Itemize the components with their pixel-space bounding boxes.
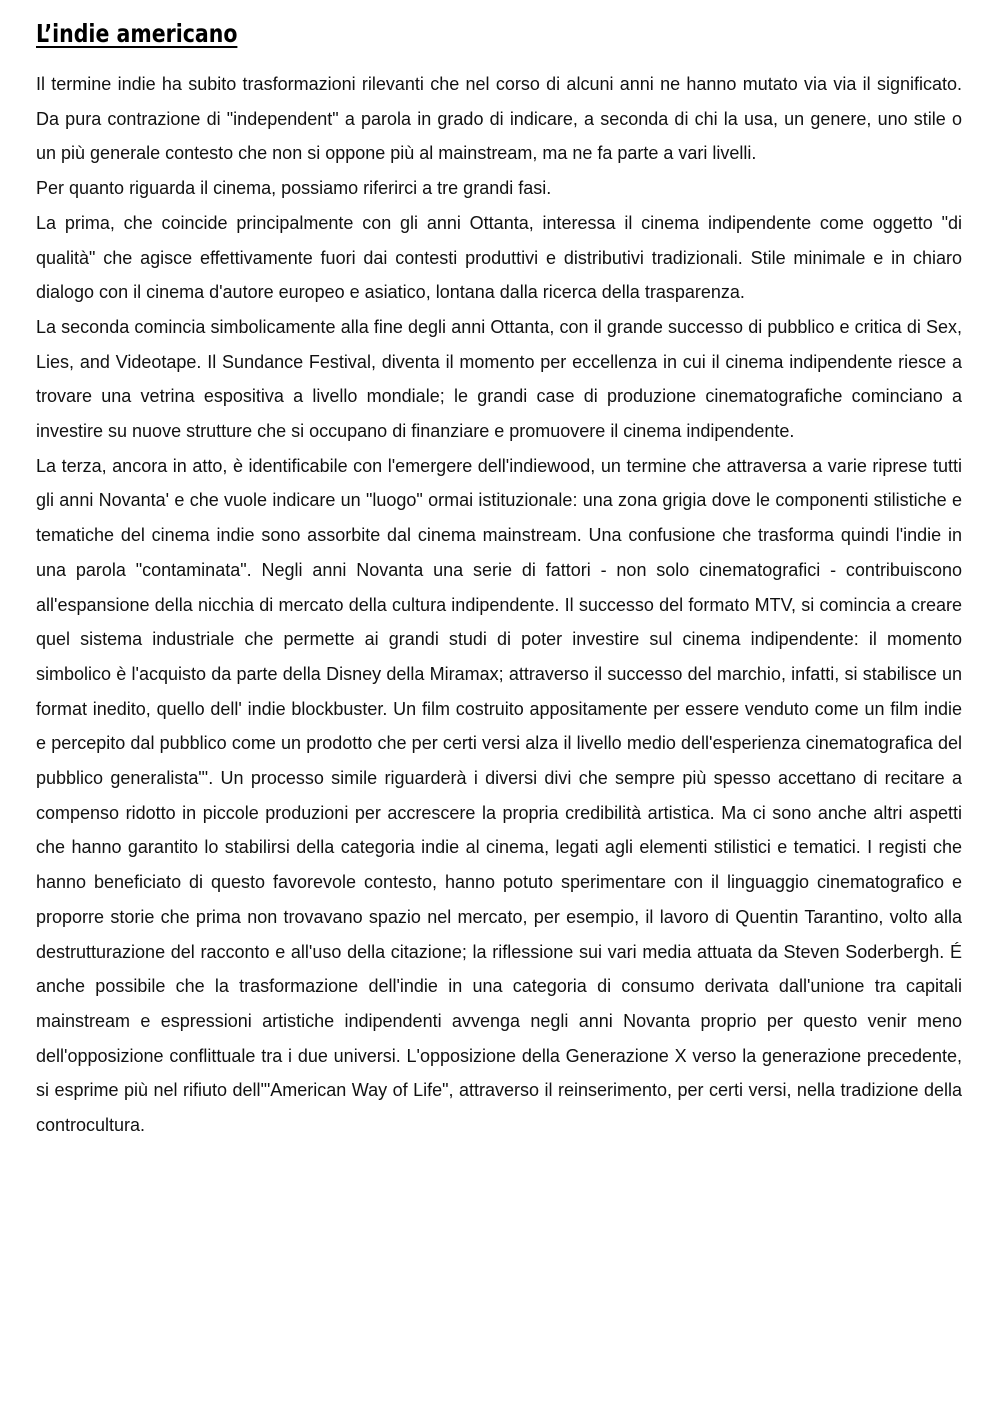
paragraph-first-phase: La prima, che coincide principalmente con gli anni Ottanta, interessa il cinema indipendente come oggetto "di qualità" che agisce effettivamente fuori dai contesti produttivi e distributivi tradizionali. Stile minimale e in chiaro dialogo con il cinema d'autore europeo e asiatico, lontana dalla ricerca della trasparenza. [36,212,962,303]
paragraph-third-phase: La terza, ancora in atto, è identificabile con l'emergere dell'indiewood, un termine che attraversa a varie riprese tutti gli anni Novanta' e che vuole indicare un "luogo" ormai istituzionale: una zona grigia dove le componenti stilistiche e tematiche del cinema indie sono assorbite dal cinema mainstream. Una confusione che trasforma quindi l'indie in una parola "contaminata". Negli anni Novanta una serie di fattori - non solo cinematografici - contribuiscono all'espansione della nicchia di mercato della cultura indipendente. Il successo del formato MTV, si comincia a creare quel sistema industriale che permette ai grandi studi di poter investire sul cinema indipendente: il momento simbolico è l'acquisto da parte della Disney della Miramax; attraverso il successo del marchio, infatti, si stabilisce un format inedito, quello dell' indie blockbuster. Un film costruito appositamente per essere venduto come un film indie e percepito dal pubblico come un prodotto che per certi versi alza il livello medio dell'esperienza cinematografica del pubblico generalista"'. Un processo simile riguarderà i diversi divi che sempre più spesso accettano di recitare a compenso ridotto in piccole produzioni per accrescere la propria credibilità artistica. Ma ci sono anche altri aspetti che hanno garantito lo stabilirsi della categoria indie al cinema, legati agli elementi stilistici e tematici. I registi che hanno beneficiato di questo favorevole contesto, hanno potuto sperimentare con il linguaggio cinematografico e proporre storie che prima non trovavano spazio nel mercato, per esempio, il lavoro di Quentin Tarantino, volto alla destrutturazione del racconto e all'uso della citazione; la riflessione sui vari media attuata da Steven Soderbergh. É anche possibile che la trasformazione dell'indie in una categoria di consumo derivata dall'unione tra capitali mainstream e espressioni artistiche indipendenti avvenga negli anni Novanta proprio per questo venir meno dell'opposizione conflittuale tra i due universi. L'opposizione della Generazione X verso la generazione precedente, si esprime più nel rifiuto dell'"American Way of Life", attraverso il reinserimento, per certi versi, nella tradizione della controcultura. [36,455,962,1136]
paragraph-second-phase: La seconda comincia simbolicamente alla fine degli anni Ottanta, con il grande successo di pubblico e critica di Sex, Lies, and Videotape. Il Sundance Festival, diventa il momento per eccellenza in cui il cinema indipendente riesce a trovare una vetrina espositiva a livello mondiale; le grandi case di produzione cinematografiche cominciano a investire su nuove strutture che si occupano di finanziare e promuovere il cinema indipendente. [36,316,962,442]
paragraph-intro: Il termine indie ha subito trasformazioni rilevanti che nel corso di alcuni anni ne hanno mutato via via il significato. Da pura contrazione di "independent" a parola in grado di indicare, a seconda di chi la usa, un genere, uno stile o un più generale contesto che non si oppone più al mainstream, ma ne fa parte a vari livelli. [36,74,962,164]
document-title: L’indie americano [36,19,238,48]
document-page [36,14,962,1143]
document-body [36,67,962,1143]
paragraph-phases: Per quanto riguarda il cinema, possiamo riferirci a tre grandi fasi. [36,178,552,199]
